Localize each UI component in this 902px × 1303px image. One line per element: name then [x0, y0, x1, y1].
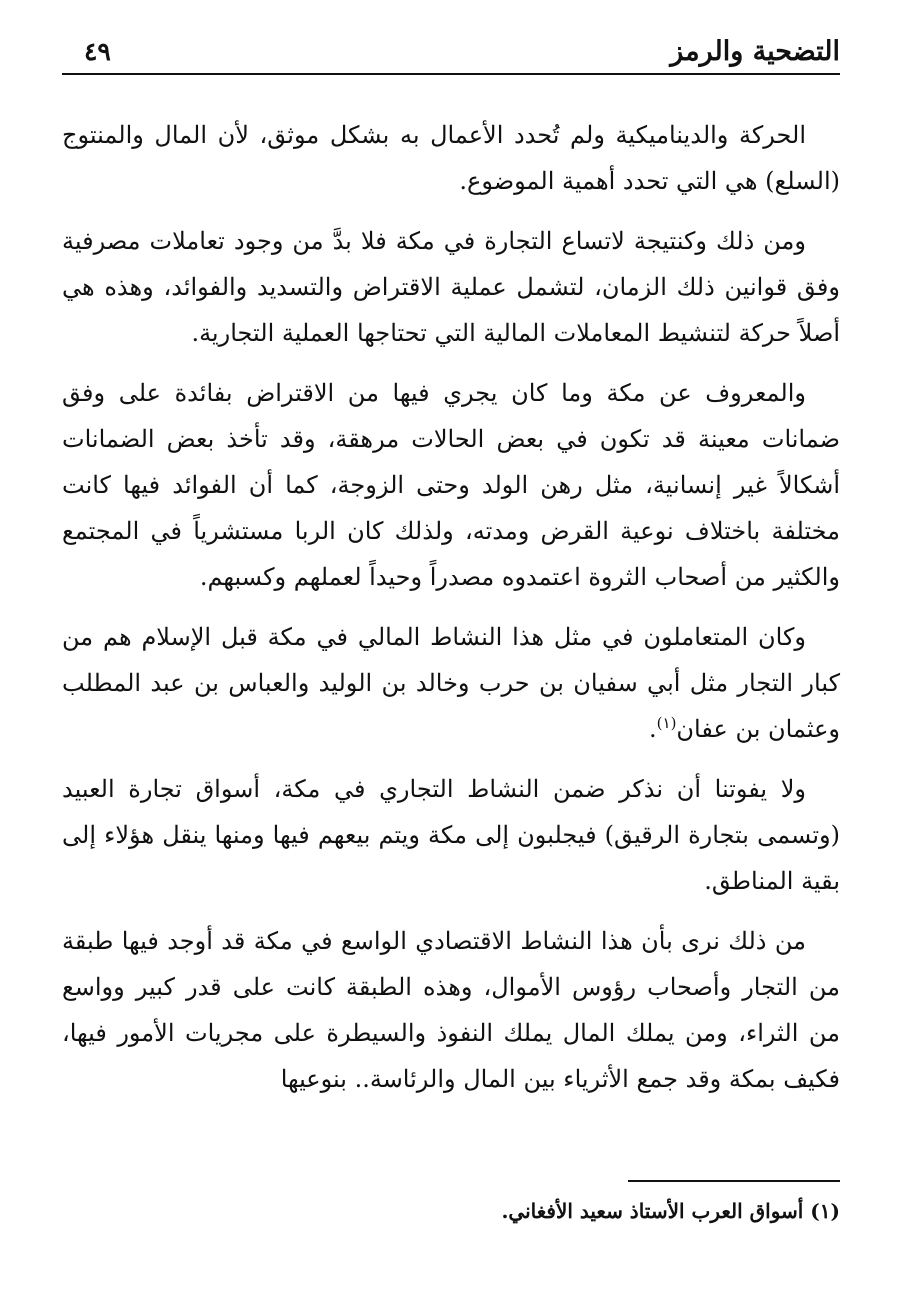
- header-divider: [62, 73, 840, 75]
- paragraph-3: والمعروف عن مكة وما كان يجري فيها من الاقتراض بفائدة على وفق ضمانات معينة قد تكون في بعض الحالات مرهقة، وقد تأخذ بعض الضمانات أشكالاً غير إنسانية، مثل رهن الولد وحتى الزوجة، كما أن الفوائد فيها كانت مختلفة باختلاف نوعية القرض ومدته، ولذلك كان الربا مستشرياً في المجتمع والكثير من أصحاب الثروة اعتمدوه مصدراً وحيداً لعملهم وكسبهم.: [62, 379, 841, 591]
- running-header: [62, 28, 840, 74]
- paragraph-5: ولا يفوتنا أن نذكر ضمن النشاط التجاري في مكة، أسواق تجارة العبيد (وتسمى بتجارة الرقيق) فيجلبون إلى مكة ويتم بيعهم فيها ومنها ينقل هؤلاء إلى بقية المناطق.: [62, 775, 840, 895]
- footnote: (١) أسواق العرب الأستاذ سعيد الأفغاني.: [501, 1199, 840, 1223]
- paragraph-4-text: وكان المتعاملون في مثل هذا النشاط المالي في مكة قبل الإسلام هم من كبار التجار مثل أبي سفيان بن حرب وخالد بن الوليد والعباس بن عبد المطلب وعثمان بن عفان: [62, 623, 840, 743]
- paragraph-6: من ذلك نرى بأن هذا النشاط الاقتصادي الواسع في مكة قد أوجد فيها طبقة من التجار وأصحاب رؤوس الأموال، وهذه الطبقة كانت على قدر كبير وواسع من الثراء، ومن يملك المال يملك النفوذ والسيطرة على مجريات الأمور فيها، فكيف بمكة وقد جمع الأثرياء بين المال والرئاسة.. بنوعيها: [62, 927, 840, 1093]
- paragraph-4: [62, 614, 840, 752]
- page-number: ٤٩: [84, 37, 111, 66]
- body-text: [62, 112, 840, 1116]
- paragraph-1: الحركة والديناميكية ولم تُحدد الأعمال به بشكل موثق، لأن المال والمنتوج (السلع) هي التي تحدد أهمية الموضوع.: [62, 121, 840, 195]
- paragraph-4-end: .: [649, 715, 657, 743]
- running-title: التضحية والرمز: [670, 36, 840, 67]
- footnote-divider: [628, 1180, 840, 1182]
- paragraph-2: ومن ذلك وكنتيجة لاتساع التجارة في مكة فلا بدَّ من وجود تعاملات مصرفية وفق قوانين ذلك الزمان، لتشمل عملية الاقتراض والتسديد والفوائد، وهذه هي أصلاً حركة لتنشيط المعاملات المالية التي تحتاجها العملية التجارية.: [62, 227, 840, 347]
- footnote-reference[interactable]: (١): [656, 714, 677, 732]
